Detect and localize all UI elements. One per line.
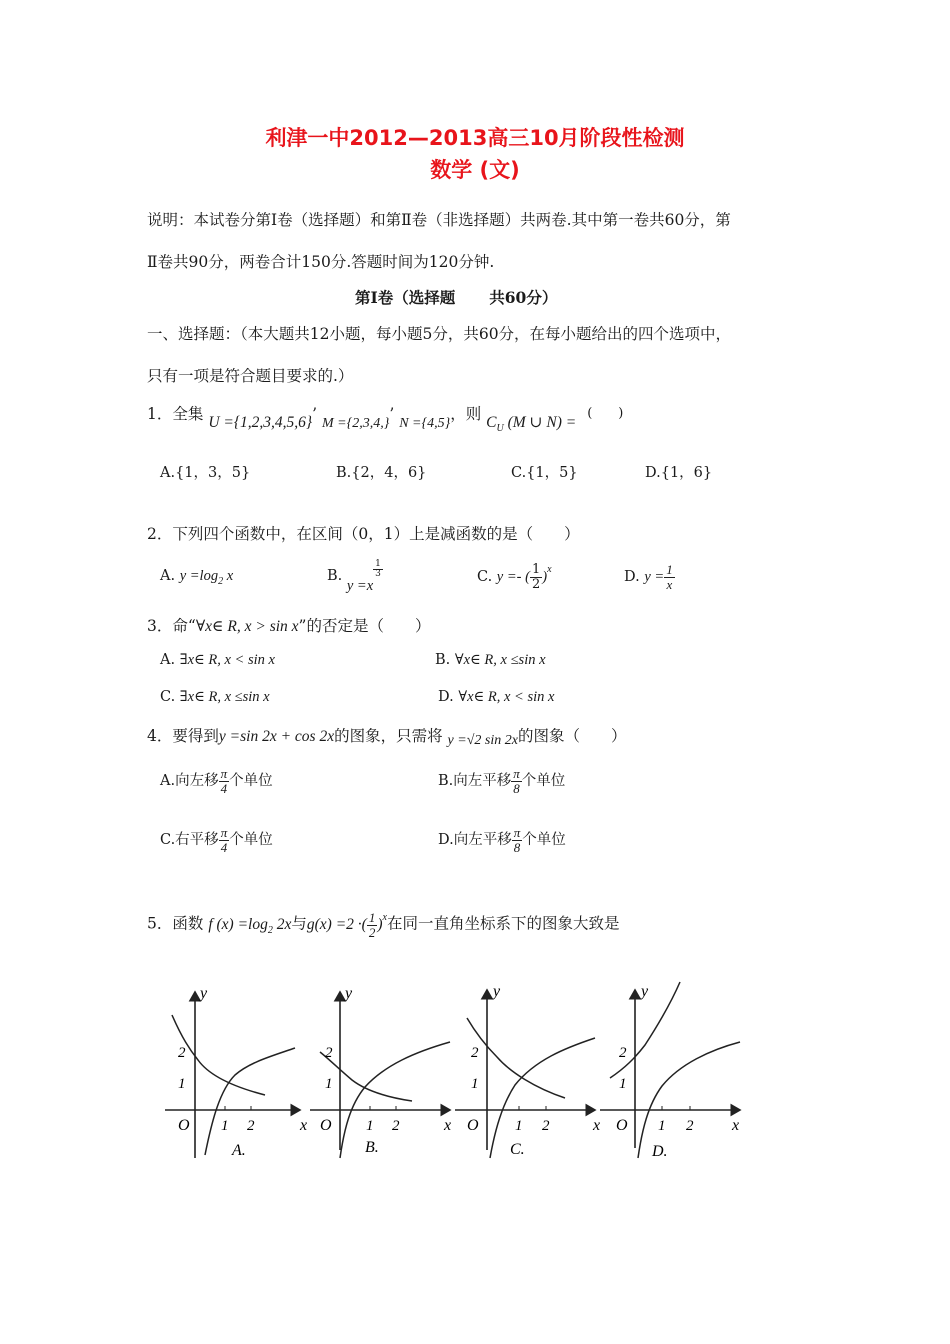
graph-options — [150, 980, 780, 1170]
section-instructions-1: 一、选择题：（本大题共12小题，每小题5分，共60分，在每小题给出的四个选项中， — [147, 325, 732, 343]
question-number: 5． — [147, 914, 173, 933]
origin-label: O — [320, 1117, 332, 1134]
q3-option-b: B. ∀x∈ R, x ≤sin x — [435, 652, 546, 668]
answer-paren: ( ) — [587, 406, 624, 421]
question-number: 1． — [147, 405, 173, 423]
math-set-m: M ={2,3,4,} — [322, 416, 390, 431]
curve-f — [340, 1042, 450, 1158]
question-text-then: 则 — [465, 405, 482, 423]
question-1: 1．全集 U ={1,2,3,4,5,6}’ M ={2,3,4,}’ N ={4,5}，则 $C_U$ (M ∪ N) = ( ) — [147, 405, 624, 434]
y-axis-label: y — [641, 983, 649, 1000]
panel-label-b: B. — [365, 1139, 379, 1156]
math-complement: $C_U$ (M ∪ N) = — [486, 414, 577, 434]
x-tick-1: 1 — [366, 1118, 374, 1134]
x-tick-1: 1 — [221, 1118, 229, 1134]
q1-option-a: A.{1，3，5} — [160, 465, 251, 481]
y-tick-2: 2 — [471, 1045, 479, 1061]
section-instructions-2: 只有一项是符合题目要求的.） — [147, 367, 354, 385]
curve-f — [205, 1048, 295, 1155]
math-g: g(x) =2 ·( $\frac{1}{2}$ )$^x$ — [306, 910, 387, 940]
q2-option-d: D. y = $\frac{1}{x}$ — [624, 562, 673, 592]
section-heading-part1: 第Ⅰ卷（选择题 — [355, 288, 456, 307]
question-number: 2． — [147, 525, 173, 543]
question-4: 4．要得到y =sin 2x + cos 2x的图象，只需将 y =√2 sin 2x的图象（ ） — [147, 727, 627, 748]
x-tick-2: 2 — [542, 1118, 550, 1134]
origin-label: O — [467, 1117, 479, 1134]
q4-option-d: D.向左平移 $\frac{\pi}{8}$ 个单位 — [438, 825, 566, 855]
x-tick-2: 2 — [686, 1118, 694, 1134]
math-set-u: U ={1,2,3,4,5,6} — [208, 414, 313, 431]
q2-option-c: C. y =- ( $\frac{1}{2}$ )$^x$ — [477, 562, 552, 592]
exam-subtitle: 数学 (文) — [430, 158, 520, 182]
origin-label: O — [616, 1117, 628, 1134]
math-f: f $(x) =\log_2$ 2x — [208, 915, 292, 936]
math-expr-1: y =sin 2x + cos 2x — [218, 728, 335, 745]
q3-option-c: C. ∃x∈ R, x ≤sin x — [160, 689, 270, 705]
question-text: 全集 — [172, 405, 204, 423]
question-5: 5．函数 f $(x) =\log_2$ 2x与g(x) =2 ·( $\frac{1}{2}$ )$^x$在同一直角坐标系下的图象大致是 — [147, 910, 620, 940]
panel-label-c: C. — [510, 1141, 525, 1158]
y-tick-2: 2 — [325, 1045, 333, 1061]
panel-label-d: D. — [652, 1143, 668, 1160]
graph-panel-d — [600, 982, 740, 1160]
q3-option-a: A. ∃x∈ R, x < sin x — [160, 652, 275, 668]
intro-line-2: Ⅱ卷共90分，两卷合计150分.答题时间为120分钟. — [147, 253, 495, 271]
x-tick-2: 2 — [392, 1118, 400, 1134]
curve-g — [172, 1015, 265, 1095]
panel-label-a: A. — [232, 1142, 246, 1159]
x-axis-label: x — [300, 1117, 308, 1134]
y-axis-label: y — [200, 985, 208, 1002]
y-tick-1: 1 — [178, 1076, 186, 1092]
q1-option-c: C.{1，5} — [511, 465, 578, 481]
math-expr-2: y =√2 sin 2x — [447, 733, 518, 748]
curve-f — [638, 1042, 740, 1158]
y-tick-2: 2 — [178, 1045, 186, 1061]
math-proposition: ∀x∈ R, x > sin x — [195, 618, 299, 635]
y-tick-1: 1 — [619, 1076, 627, 1092]
graph-panel-c — [455, 983, 600, 1158]
x-tick-2: 2 — [247, 1118, 255, 1134]
x-axis-label: x — [444, 1117, 452, 1134]
y-tick-2: 2 — [619, 1045, 627, 1061]
q4-option-c: C.右平移 $\frac{\pi}{4}$ 个单位 — [160, 825, 273, 855]
y-axis-label: y — [345, 985, 353, 1002]
y-axis-label: y — [493, 983, 501, 1000]
curve-f — [490, 1038, 595, 1158]
section-heading-part2: 共60分） — [489, 288, 558, 307]
q4-option-b: B.向左平移 $\frac{\pi}{8}$ 个单位 — [438, 766, 566, 796]
curve-g — [467, 1018, 565, 1098]
q2-option-b: B. y =x $\frac{1}{3}$ — [327, 559, 381, 594]
y-tick-1: 1 — [325, 1076, 333, 1092]
question-2 — [147, 522, 580, 544]
x-tick-1: 1 — [658, 1118, 666, 1134]
q1-option-d: D.{1，6} — [645, 465, 713, 481]
question-3: 3．命“∀x∈ R, x > sin x”的否定是（ ） — [147, 617, 431, 635]
q2-option-a: A. $y =\log_2$ x — [160, 568, 234, 587]
question-number: 3． — [147, 617, 173, 635]
graph-panel-a — [165, 985, 307, 1159]
y-tick-1: 1 — [471, 1076, 479, 1092]
origin-label: O — [178, 1117, 190, 1134]
exam-title: 利津一中2012—2013高三10月阶段性检测 — [265, 126, 685, 150]
x-axis-label: x — [732, 1117, 740, 1134]
question-number: 4． — [147, 727, 173, 745]
curve-g — [320, 1052, 412, 1101]
intro-line-1: 说明：本试卷分第Ⅰ卷（选择题）和第Ⅱ卷（非选择题）共两卷.其中第一卷共60分，第 — [147, 211, 731, 229]
q1-option-b: B.{2，4，6} — [336, 465, 427, 481]
question-text: 下列四个函数中，在区间（0，1）上是减函数的是（ ） — [172, 525, 580, 543]
section-heading — [355, 286, 557, 308]
q3-option-d: D. ∀x∈ R, x < sin x — [438, 689, 555, 705]
graph-panel-b — [310, 985, 451, 1158]
x-tick-1: 1 — [515, 1118, 523, 1134]
q4-option-a: A.向左移 $\frac{\pi}{4}$ 个单位 — [160, 766, 273, 796]
x-axis-label: x — [593, 1117, 601, 1134]
math-set-n: N ={4,5} — [399, 416, 451, 431]
